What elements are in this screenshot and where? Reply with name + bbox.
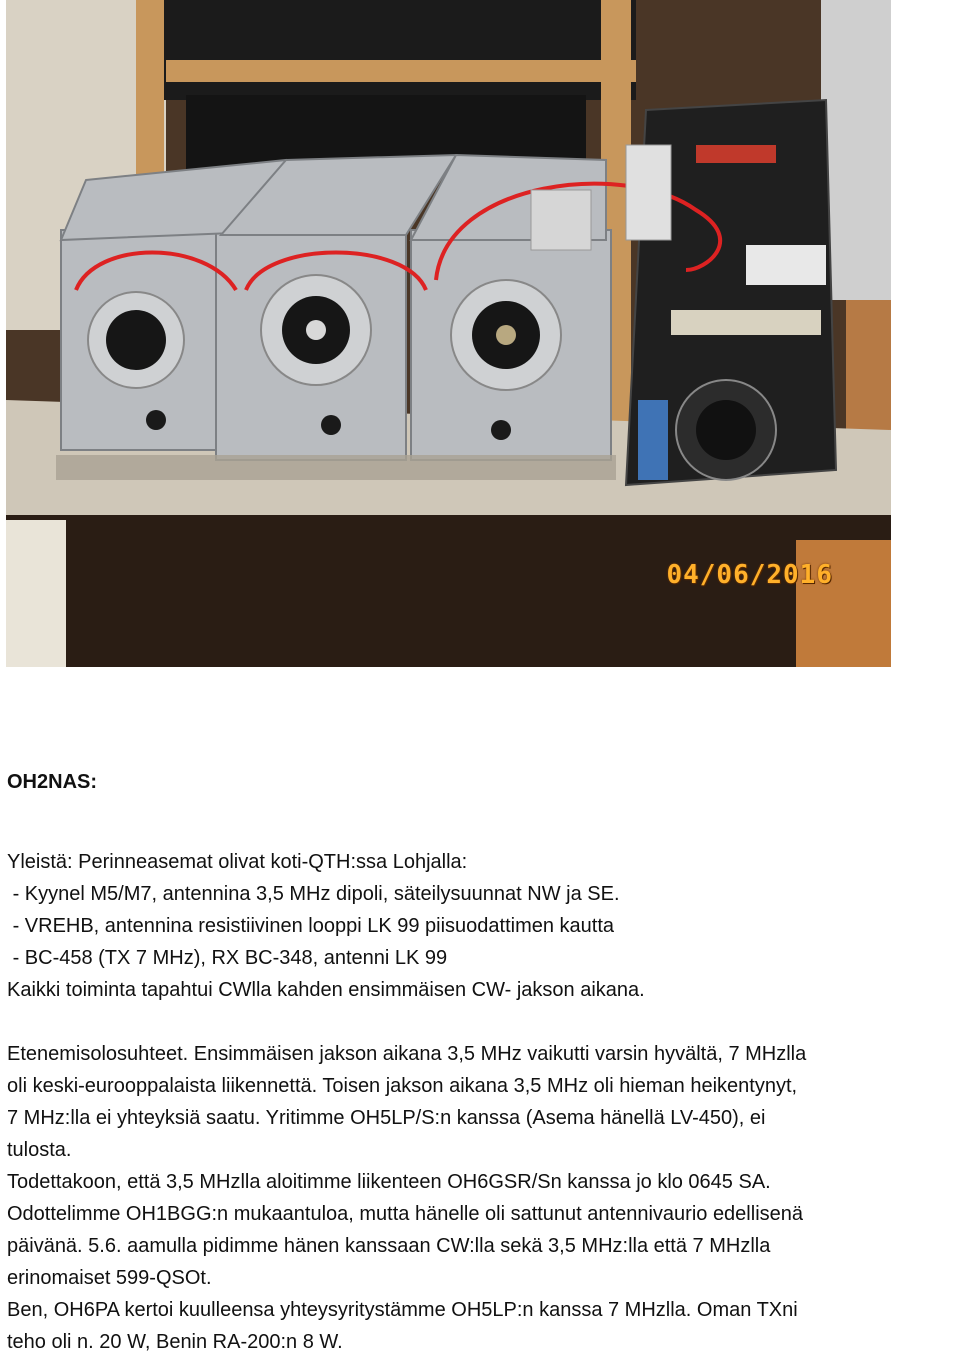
propagation-line: erinomaiset 599-QSOt. bbox=[7, 1267, 212, 1289]
radio-equipment-photo bbox=[6, 0, 891, 667]
propagation-line: Ben, OH6PA kertoi kuulleensa yhteysyritystämme OH5LP:n kanssa 7 MHzlla. Oman TXni bbox=[7, 1299, 798, 1321]
propagation-line: päivänä. 5.6. aamulla pidimme hänen kanssaan CW:lla sekä 3,5 MHz:lla että 7 MHzlla bbox=[7, 1235, 771, 1257]
general-line: - Kyynel M5/M7, antennina 3,5 MHz dipoli, säteilysuunnat NW ja SE. bbox=[7, 883, 620, 905]
propagation-line: teho oli n. 20 W, Benin RA-200:n 8 W. bbox=[7, 1331, 343, 1353]
general-line: - VREHB, antennina resistiivinen looppi LK 99 piisuodattimen kautta bbox=[7, 915, 615, 937]
station-heading: OH2NAS: bbox=[7, 771, 98, 793]
propagation-line: Odottelimme OH1BGG:n mukaantuloa, mutta hänelle oli sattunut antennivaurio edellisenä bbox=[7, 1203, 804, 1225]
propagation-line: oli keski-eurooppalaista liikennettä. Toisen jakson aikana 3,5 MHz oli hieman heikentynyt, bbox=[7, 1075, 798, 1097]
propagation-line: tulosta. bbox=[7, 1139, 72, 1161]
propagation-section bbox=[7, 1038, 959, 1358]
general-line: Kaikki toiminta tapahtui CWlla kahden ensimmäisen CW- jakson aikana. bbox=[7, 979, 645, 1001]
photo-date-stamp: 04/06/2016 bbox=[666, 560, 833, 590]
general-line: Yleistä: Perinneasemat olivat koti-QTH:ssa Lohjalla: bbox=[7, 851, 468, 873]
propagation-line: Etenemisolosuhteet. Ensimmäisen jakson aikana 3,5 MHz vaikutti varsin hyvältä, 7 MHzlla bbox=[7, 1043, 807, 1065]
general-line: - BC-458 (TX 7 MHz), RX BC-348, antenni LK 99 bbox=[7, 947, 448, 969]
propagation-line: Todettakoon, että 3,5 MHzlla aloitimme liikenteen OH6GSR/Sn kanssa jo klo 0645 SA. bbox=[7, 1171, 771, 1193]
propagation-line: 7 MHz:lla ei yhteyksiä saatu. Yritimme OH5LP/S:n kanssa (Asema hänellä LV-450), ei bbox=[7, 1107, 766, 1129]
general-section bbox=[7, 846, 959, 1006]
